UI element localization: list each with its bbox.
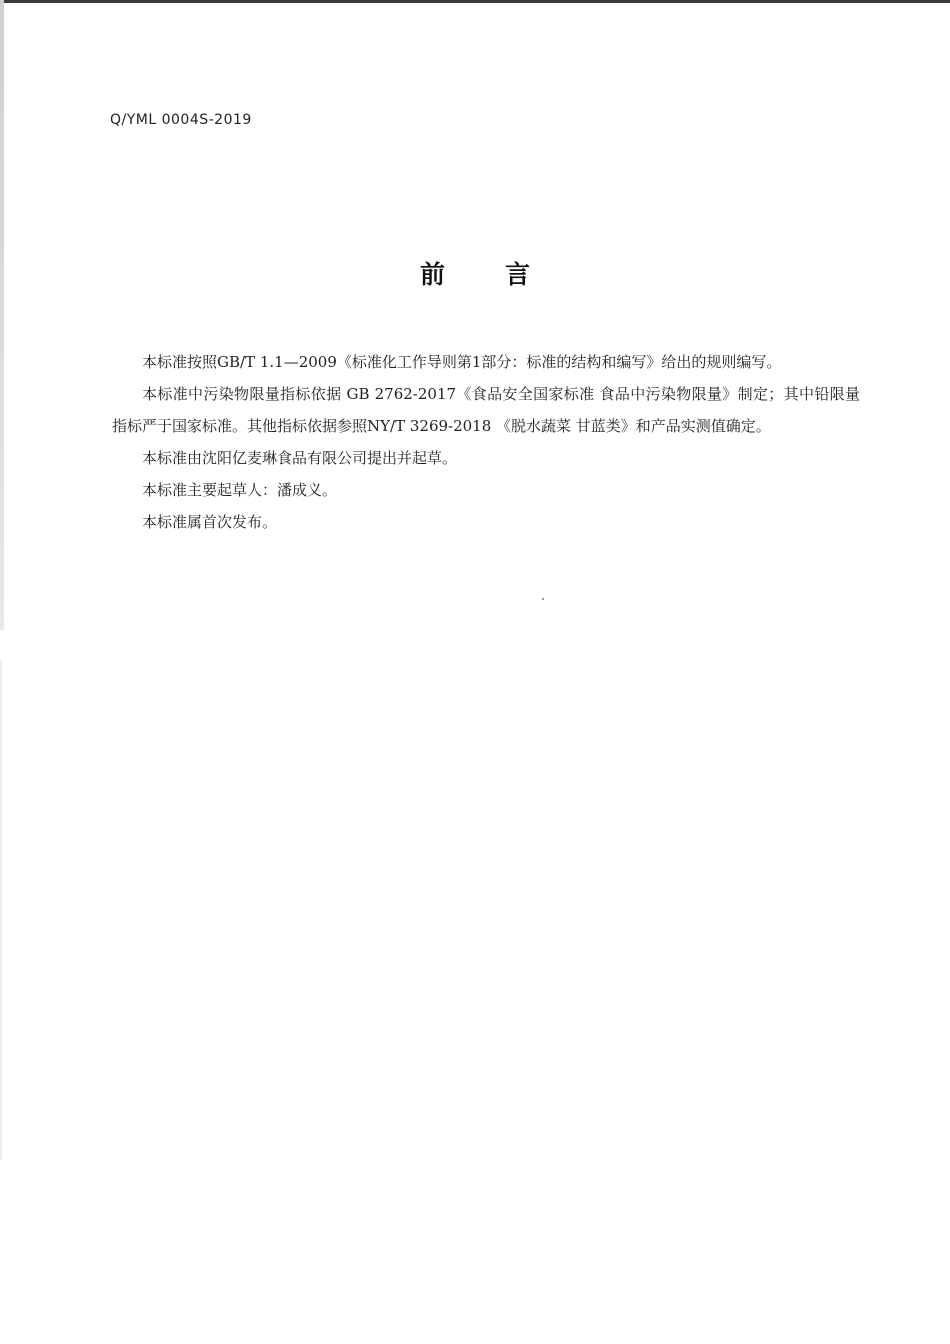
scan-top-edge — [0, 0, 950, 3]
scan-speck — [542, 598, 544, 600]
paragraph-first-release: 本标准属首次发布。 — [142, 513, 278, 531]
scan-left-edge-lower — [0, 660, 2, 1160]
scan-left-edge — [0, 0, 4, 630]
standard-code: Q/YML 0004S-2019 — [110, 112, 252, 128]
paragraph-proposer: 本标准由沈阳亿麦琳食品有限公司提出并起草。 — [142, 449, 458, 467]
foreword-body — [112, 346, 860, 538]
paragraph-drafting-rules: 本标准按照GB/T 1.1—2009《标准化工作导则第1部分：标准的结构和编写》给出的规则编写。 — [142, 353, 782, 371]
paragraph-drafter: 本标准主要起草人：潘成义。 — [142, 481, 338, 499]
paragraph-limit-basis: 本标准中污染物限量指标依据 GB 2762-2017《食品安全国家标准 食品中污染物限量》制定；其中铅限量指标严于国家标准。其他指标依据参照NY/T 3269-2018 《脱水蔬菜 甘蓝类》和产品实测值确定。 — [112, 385, 860, 435]
section-title: 前言 — [419, 260, 590, 289]
